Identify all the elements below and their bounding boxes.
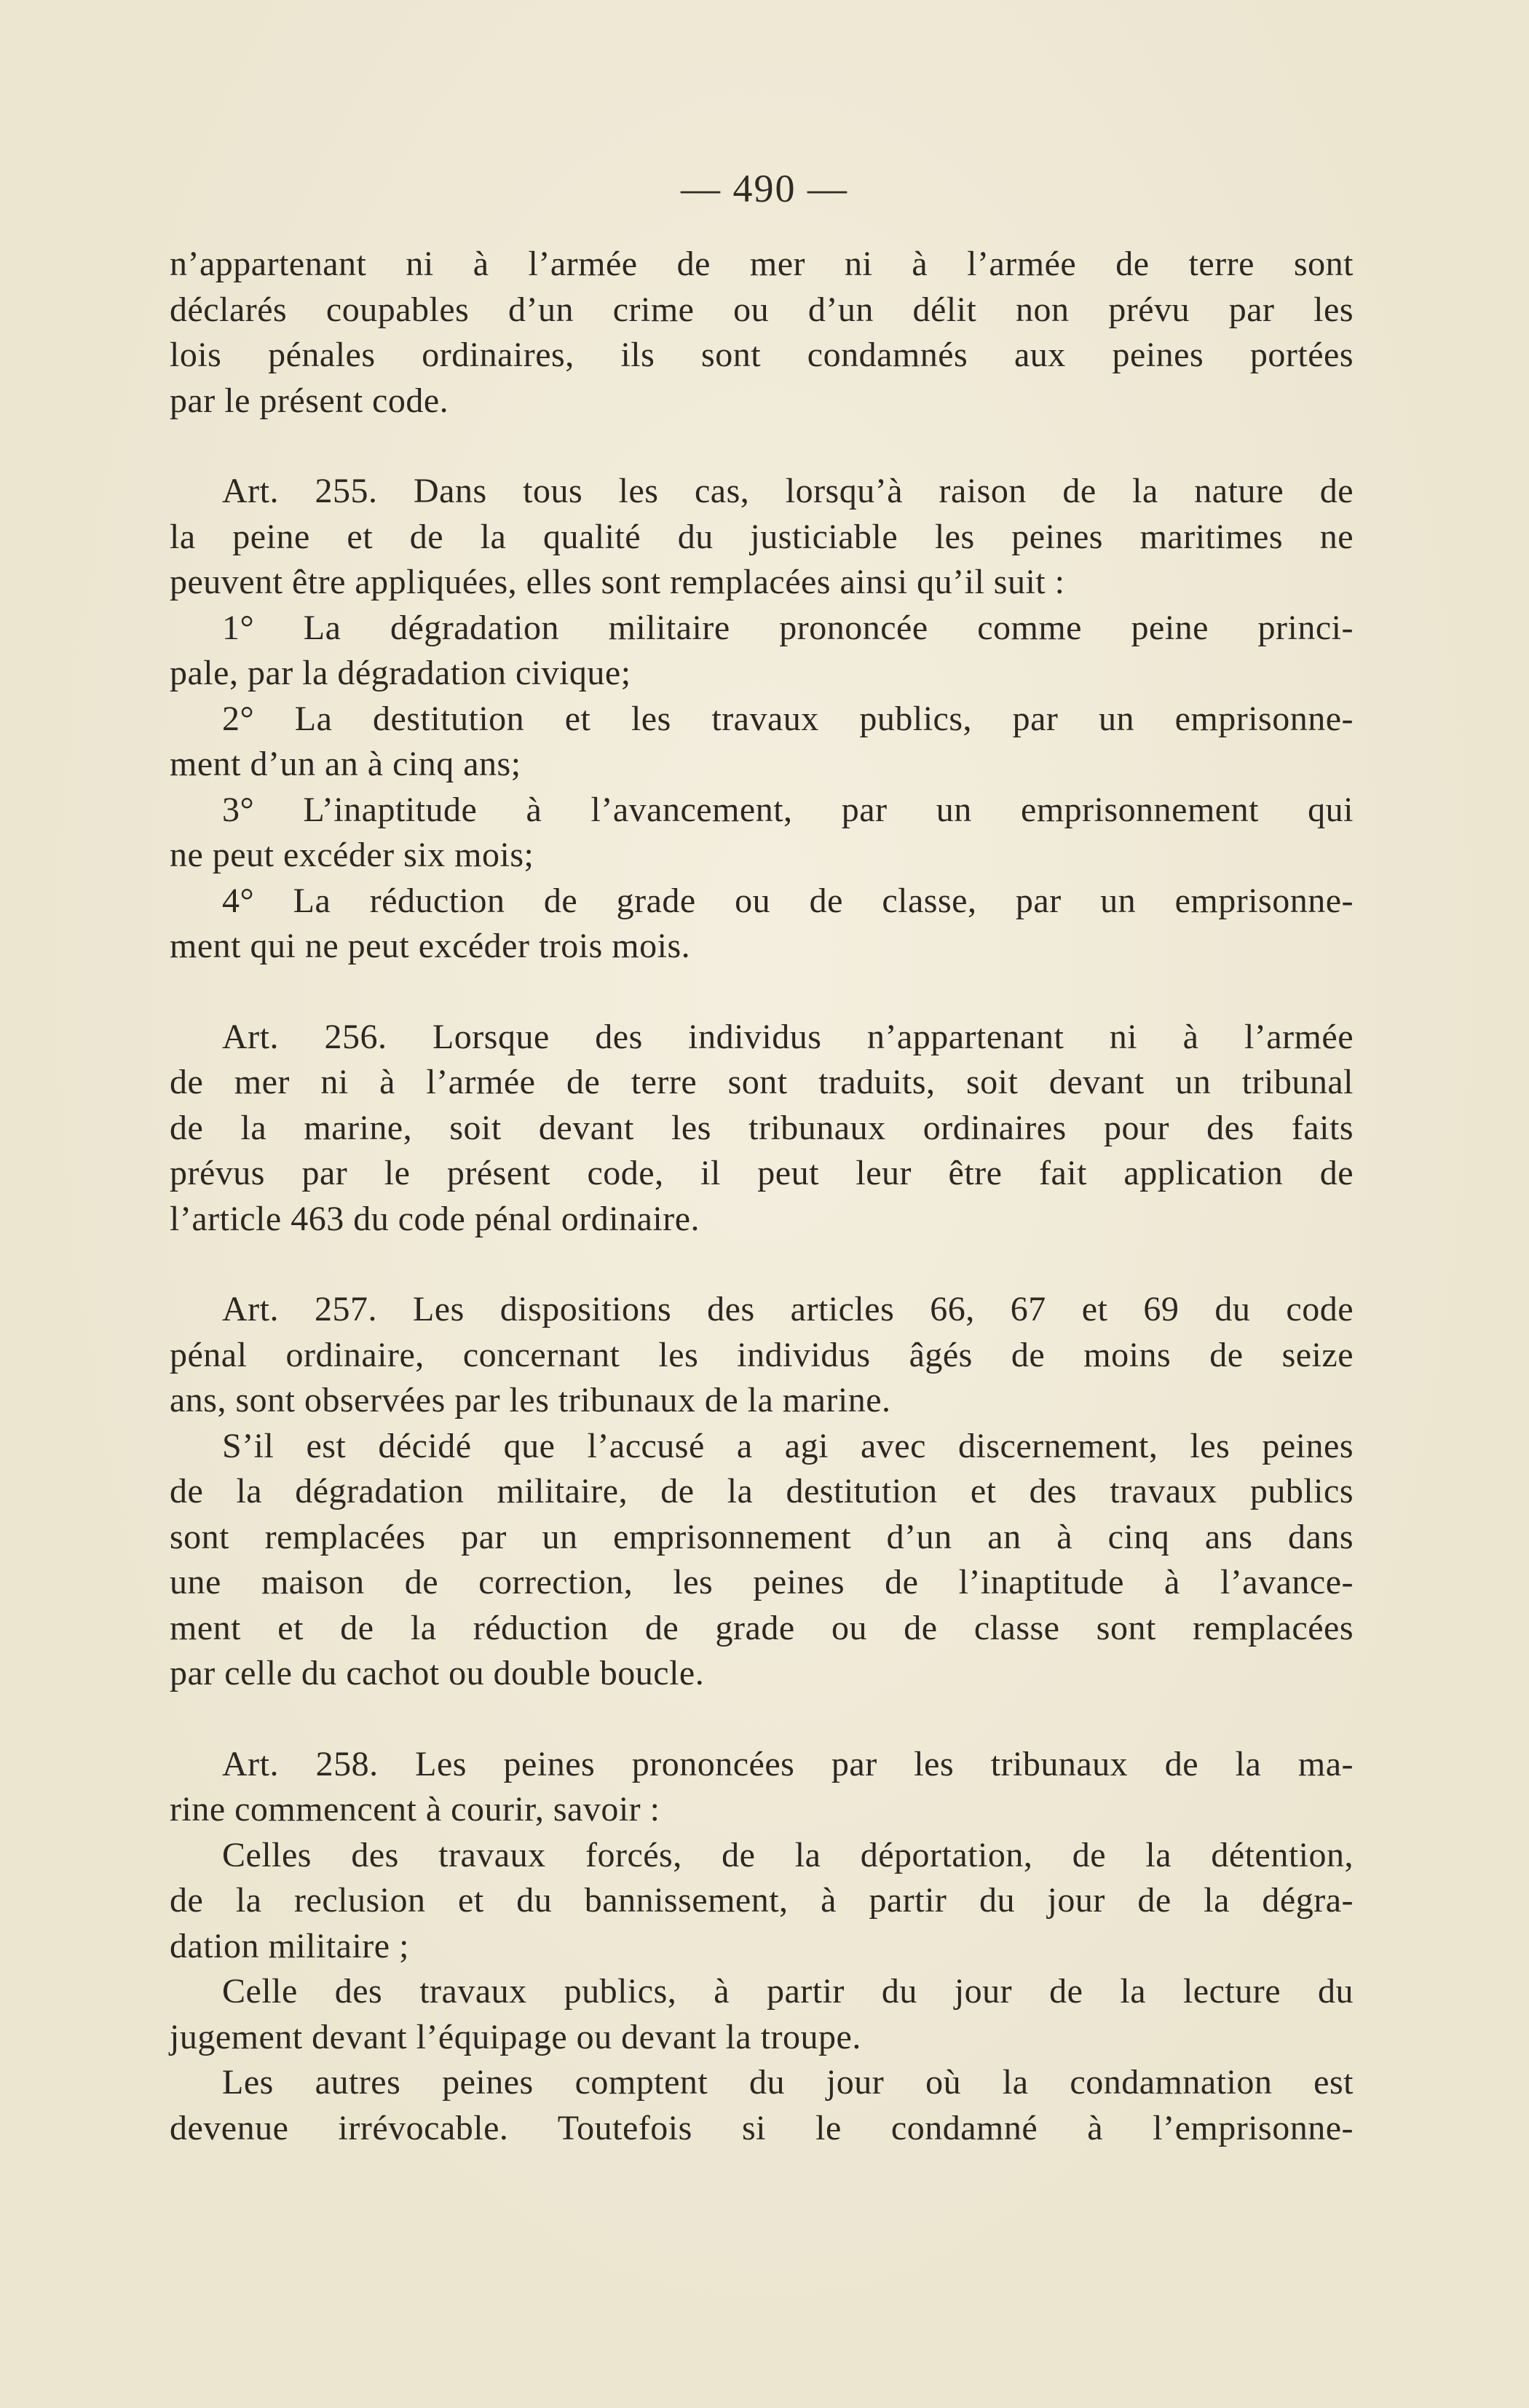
text-paragraph [170,1969,1354,2060]
text-line: une maison de correction, les peines de l’inaptitude à l’avance- [170,1563,1354,1601]
text-line: 4° La réduction de grade ou de classe, par un emprisonne- [222,881,1354,920]
text-line: dation militaire ; [170,1926,409,1965]
text-line: Art. 258. Les peines prononcées par les tribunaux de la ma- [222,1744,1354,1783]
page-number: — 490 — [681,167,848,210]
article-paragraph [170,1015,1354,1243]
article-paragraph [170,1742,1354,1833]
text-line: S’il est décidé que l’accusé a agi avec discernement, les peines [222,1426,1354,1465]
text-line: prévus par le présent code, il peut leur être fait application de [170,1154,1354,1192]
text-line: l’article 463 du code pénal ordinaire. [170,1199,700,1238]
text-line: lois pénales ordinaires, ils sont condamnés aux peines portées [170,336,1354,374]
text-line: Art. 256. Lorsque des individus n’appartenant ni à l’armée [222,1017,1354,1056]
text-line: jugement devant l’équipage ou devant la troupe. [170,2017,861,2056]
text-line: de mer ni à l’armée de terre sont traduits, soit devant un tribunal [170,1063,1354,1101]
text-line: déclarés coupables d’un crime ou d’un délit non prévu par les [170,290,1354,329]
text-line: la peine et de la qualité du justiciable les peines maritimes ne [170,517,1354,556]
article-paragraph [170,469,1354,606]
text-paragraph [170,879,1354,970]
continuation-paragraph [170,242,1354,424]
text-line: rine commencent à courir, savoir : [170,1790,660,1829]
paragraph-gap [170,424,1354,469]
text-line: pale, par la dégradation civique; [170,654,631,692]
text-paragraph [170,606,1354,697]
text-line: de la marine, soit devant les tribunaux ordinaires pour des faits [170,1108,1354,1147]
text-paragraph [170,697,1354,788]
text-line: Art. 255. Dans tous les cas, lorsqu’à raison de la nature de [222,472,1354,510]
text-line: devenue irrévocable. Toutefois si le condamné à l’emprisonne- [170,2108,1354,2147]
text-line: ment d’un an à cinq ans; [170,745,521,783]
text-paragraph [170,788,1354,879]
text-paragraph [170,1424,1354,1697]
text-line: de la reclusion et du bannissement, à partir du jour de la dégra- [170,1881,1354,1920]
text-paragraph [170,2060,1354,2151]
text-line: Celles des travaux forcés, de la déportation, de la détention, [222,1835,1354,1874]
text-line: n’appartenant ni à l’armée de mer ni à l’armée de terre sont [170,245,1354,283]
page-body-text [170,242,1354,2151]
text-line: par le présent code. [170,381,449,420]
text-line: pénal ordinaire, concernant les individus âgés de moins de seize [170,1335,1354,1374]
text-line: Les autres peines comptent du jour où la condamnation est [222,2063,1354,2102]
text-line: 3° L’inaptitude à l’avancement, par un emprisonnement qui [222,790,1354,829]
text-line: ment et de la réduction de grade ou de classe sont remplacées [170,1608,1354,1647]
text-line: 2° La destitution et les travaux publics, par un emprisonne- [222,699,1354,738]
text-paragraph [170,1833,1354,1970]
text-line: par celle du cachot ou double boucle. [170,1654,705,1692]
text-line: de la dégradation militaire, de la destitution et des travaux publics [170,1472,1354,1510]
paragraph-gap [170,970,1354,1015]
text-line: Art. 257. Les dispositions des articles 66, 67 et 69 du code [222,1290,1354,1328]
text-line: ne peut excéder six mois; [170,836,534,874]
text-line: 1° La dégradation militaire prononcée comme peine princi- [222,608,1354,647]
paragraph-gap [170,1242,1354,1287]
text-line: ment qui ne peut excéder trois mois. [170,927,691,965]
text-line: peuvent être appliquées, elles sont remplacées ainsi qu’il suit : [170,563,1065,601]
paragraph-gap [170,1697,1354,1742]
article-paragraph [170,1287,1354,1424]
text-line: Celle des travaux publics, à partir du jour de la lecture du [222,1972,1354,2011]
text-line: ans, sont observées par les tribunaux de la marine. [170,1381,891,1419]
text-line: sont remplacées par un emprisonnement d’un an à cinq ans dans [170,1517,1354,1556]
